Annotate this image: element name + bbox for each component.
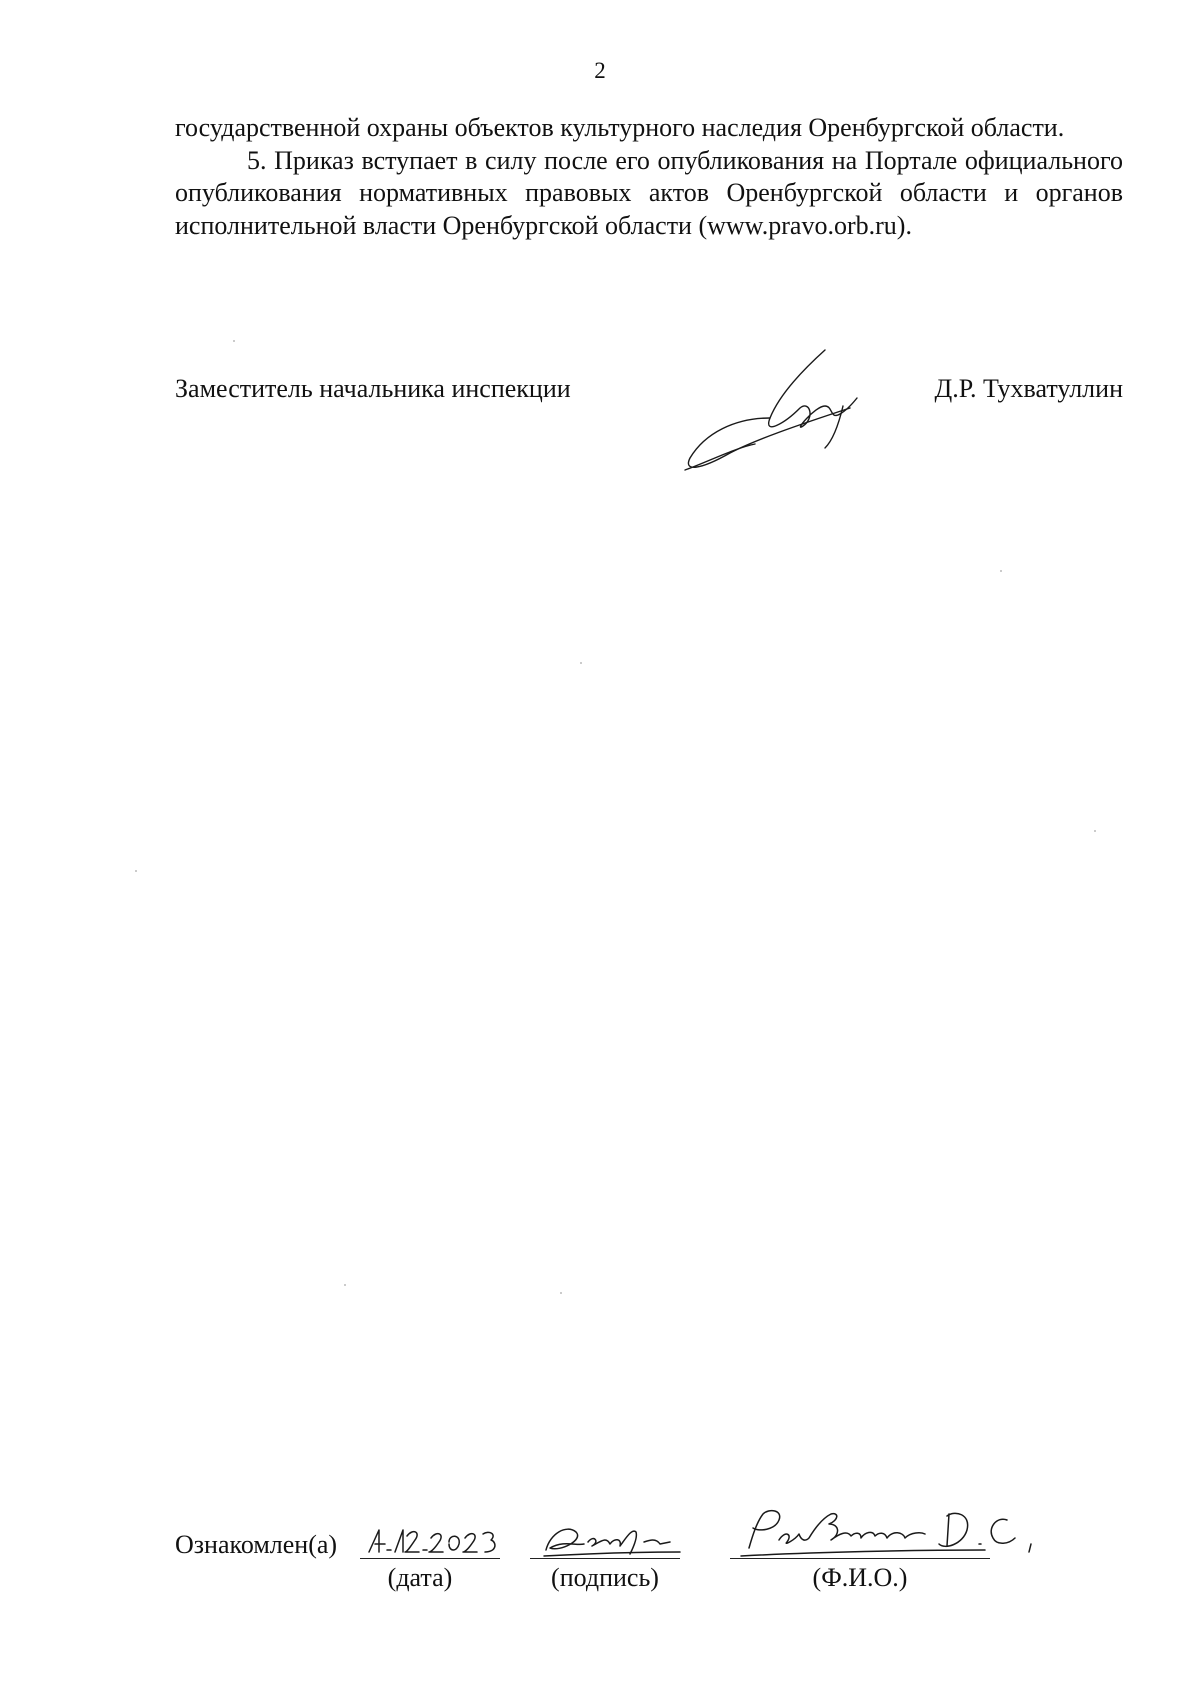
handwritten-acknowledger-signature	[540, 1520, 690, 1560]
date-field-line	[360, 1558, 500, 1559]
acknowledgement-block	[175, 1530, 1135, 1610]
page-number: 2	[594, 58, 606, 83]
paragraph-continuation: государственной охраны объектов культурного наследия Оренбургской области.	[175, 113, 1065, 142]
scan-speck	[233, 340, 235, 342]
scan-speck	[1094, 830, 1096, 832]
signature-caption: (подпись)	[551, 1563, 659, 1592]
acknowledged-label: Ознакомлен(а)	[175, 1530, 338, 1559]
signature-block	[175, 374, 1123, 504]
handwritten-signature	[675, 348, 875, 480]
scan-speck	[580, 662, 582, 664]
scan-speck	[560, 1292, 562, 1294]
signatory-name: Д.Р. Тухватуллин	[934, 374, 1123, 403]
handwritten-acknowledger-name	[735, 1504, 1045, 1560]
scan-speck	[344, 1284, 346, 1286]
name-caption: (Ф.И.О.)	[812, 1563, 908, 1592]
paragraph-item-5: 5. Приказ вступает в силу после его опубликования на Портале официального опубликования нормативных правовых актов Оренбургской области и органов исполнительной власти Оренбургской области (www.pravo.orb.ru).	[175, 145, 1123, 240]
date-caption: (дата)	[387, 1563, 453, 1592]
body-text	[175, 112, 1123, 242]
handwritten-date	[365, 1522, 505, 1560]
name-field-line	[730, 1558, 990, 1559]
signature-field-line	[530, 1558, 680, 1559]
signatory-position: Заместитель начальника инспекции	[175, 374, 571, 403]
scan-speck	[1000, 570, 1002, 572]
scan-speck	[135, 870, 137, 872]
